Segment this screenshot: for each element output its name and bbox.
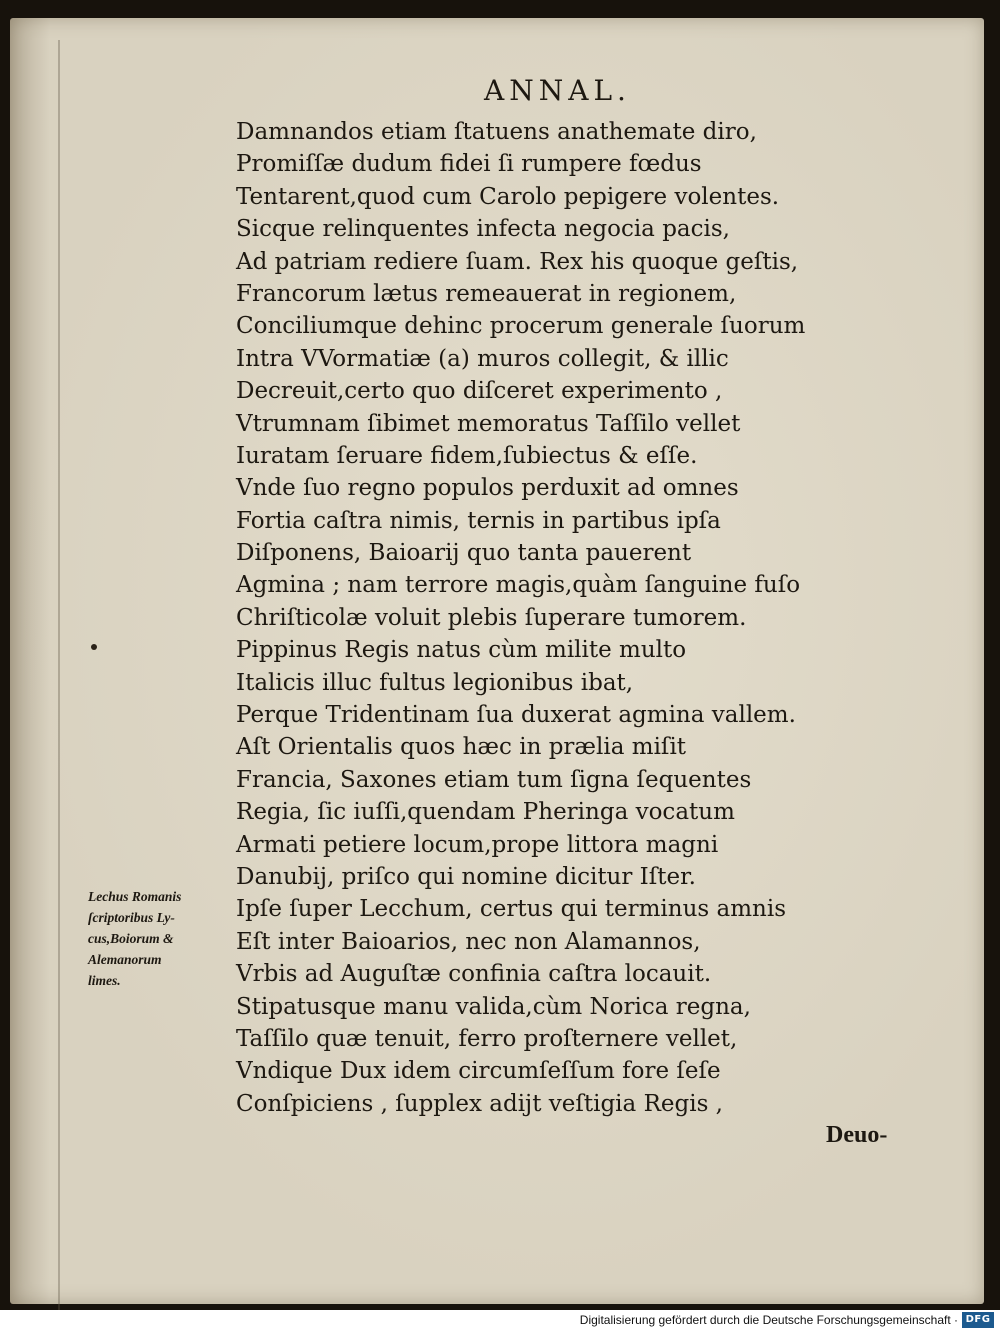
verse-line: Perque Tridentinam ſua duxerat agmina vallem. [236, 702, 796, 729]
verse-line: Chriſticolæ voluit plebis ſuperare tumorem. [236, 604, 747, 631]
verse-line: Promiſſæ dudum fidei ſi rumpere fœdus [236, 151, 702, 178]
catchword: Deuo- [826, 1122, 888, 1148]
marginal-note-line: limes. [88, 973, 121, 988]
verse-line: Sicque relinquentes infecta negocia pacis, [236, 216, 730, 243]
marginal-note-line: Lechus Romanis [88, 889, 182, 904]
verse-line: Regia, ſic iuſſi,quendam Pheringa vocatum [236, 799, 735, 826]
verse-line: Pippinus Regis natus cùm milite multo [236, 637, 687, 664]
verse-line: Francia, Saxones etiam tum ſigna ſequentes [236, 766, 752, 793]
verse-line: Iuratam ſeruare fidem,ſubiectus & eſſe. [236, 442, 698, 469]
running-head: ANNAL. [484, 74, 631, 107]
verse-line: Tentarent,quod cum Carolo pepigere volentes. [236, 183, 780, 210]
verse-line: Aſt Orientalis quos hæc in prælia miſit [236, 734, 687, 761]
verse-line: Diſponens, Baioarij quo tanta pauerent [236, 540, 692, 567]
verse-line: Taſſilo quæ tenuit, ferro proſternere vellet, [236, 1025, 738, 1052]
verse-line: Ad patriam rediere ſuam. Rex his quoque geſtis, [236, 248, 799, 275]
verse-line: Damnandos etiam ſtatuens anathemate diro, [236, 119, 757, 145]
verse-line: Eſt inter Baioarios, nec non Alamannos, [236, 928, 701, 955]
verse-line: Armati petiere locum,prope littora magni [236, 831, 719, 858]
verse-line: Conciliumque dehinc procerum generale ſuorum [236, 313, 806, 340]
marginal-note [88, 886, 238, 991]
marginal-note-line: ſcriptoribus Ly- [88, 910, 175, 925]
verse-line: Vrbis ad Auguſtæ confinia caſtra locauit. [236, 961, 712, 988]
verse-line: Ipſe ſuper Lecchum, certus qui terminus amnis [236, 896, 787, 923]
verse-line: Stipatusque manu valida,cùm Norica regna, [236, 993, 751, 1020]
marginal-note-line: cus,Boiorum & [88, 931, 174, 946]
verse-line: Fortia caſtra nimis, ternis in partibus ipſa [236, 507, 721, 534]
verse-line: Vndique Dux idem circumſeſſum fore ſeſe [236, 1058, 721, 1085]
verse-line: Vnde ſuo regno populos perduxit ad omnes [236, 475, 739, 502]
verse-line: Danubij, priſco qui nomine dicitur Iſter. [236, 863, 696, 890]
marginal-note-line: Alemanorum [88, 952, 162, 967]
ink-spot [91, 644, 97, 650]
verse-line: Decreuit,certo quo diſceret experimento , [236, 378, 723, 405]
footer-credit: Digitalisierung gefördert durch die Deutsche Forschungsgemeinschaft · [579, 1313, 958, 1327]
verse-line: Vtrumnam ſibimet memoratus Taſſilo vellet [236, 410, 741, 437]
verse-line: Intra VVormatiæ (a) muros collegit, & illic [236, 345, 729, 372]
verse-line: Francorum lætus remeauerat in regionem, [236, 280, 737, 307]
dfg-logo-icon: DFG [962, 1312, 994, 1328]
verse-block [236, 116, 876, 1120]
verse-line: Agmina ; nam terrore magis,quàm ſanguine fuſo [236, 572, 801, 599]
verse-line: Italicis illuc fultus legionibus ibat, [236, 669, 634, 696]
page-gutter [58, 40, 60, 1310]
verse-line: Conſpiciens , ſupplex adijt veſtigia Regis , [236, 1090, 723, 1117]
